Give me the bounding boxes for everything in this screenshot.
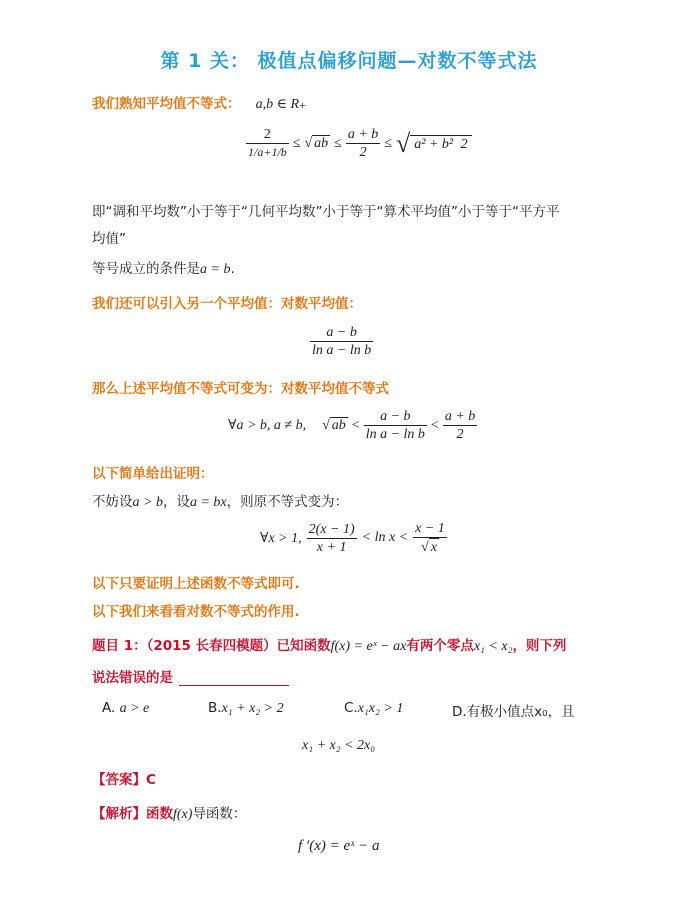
log-mean-formula: $\frac{a - b}{\text{ln a − ln b}}$	[312, 325, 372, 358]
paragraph-line-2: 均值”	[92, 231, 126, 247]
proof-setup: 不妨设a > b，设a = bx，则原不等式变为：	[92, 494, 349, 510]
option-d-continuation: x₁ + x₂ < 2x₀	[302, 738, 376, 753]
equality-condition: 等号成立的条件是a = b.	[92, 261, 235, 277]
intro-label: 我们熟知平均值不等式：	[92, 96, 241, 112]
intro-line	[92, 92, 306, 113]
quadratic-mean: √ a² + b² 2	[396, 129, 472, 159]
mean-inequality-formula: $\frac{2}{1/a+1/b}$ ≤ √ ab ≤ $\frac{a + b}{2}$ ≤ √ a² + b² 2	[246, 126, 472, 161]
proof-label: 以下简单给出证明：	[92, 466, 214, 482]
log-mean-inequality: ∀a > b, a ≠ b, √ ab < $\frac{a - b}{\text{ln a − ln b}}$ < $\frac{a + b}{2}$	[228, 409, 476, 442]
harmonic-mean: $\frac{2}{1/a+1/b}$	[248, 127, 287, 159]
option-c[interactable]: C.x₁x₂ > 1	[344, 700, 404, 716]
proof-inequality: ∀x > 1, $\frac{2(x - 1)}{x + 1}$ < ln x < $\frac{x - 1}{√ x}$	[260, 521, 445, 555]
option-a[interactable]: A. a > e	[102, 700, 150, 716]
option-b[interactable]: B.x₁ + x₂ > 2	[208, 700, 284, 716]
answer-blank[interactable]	[179, 671, 289, 686]
answer-label: 【答案】C	[92, 772, 156, 788]
page-title: 第 1 关： 极值点偏移问题—对数不等式法	[160, 50, 538, 72]
log-inequality-label: 那么上述平均值不等式可变为：对数平均值不等式	[92, 381, 389, 397]
log-mean-label: 我们还可以引入另一个平均值：对数平均值：	[92, 296, 362, 312]
intro-condition: a,b ∈ R₊	[255, 97, 307, 112]
paragraph-line-1: 即“调和平均数”小于等于“几何平均数”小于等于“算术平均值”小于等于“平方平	[92, 204, 560, 220]
conclusion-1: 以下只要证明上述函数不等式即可.	[92, 576, 300, 592]
problem-statement: 题目 1：（2015 长春四模题）已知函数f(x) = eˣ − ax有两个零点x₁ < x₂，则下列	[92, 638, 567, 654]
option-d[interactable]: D.有极小值点x₀，且	[452, 704, 575, 720]
derivative-formula: f ′(x) = eˣ − a	[298, 838, 380, 854]
problem-line-2: 说法错误的是	[92, 666, 289, 686]
analysis-line: 【解析】函数f(x)导函数：	[92, 806, 247, 822]
conclusion-2: 以下我们来看看对数不等式的作用.	[92, 604, 300, 620]
geometric-mean: √ ab	[304, 136, 329, 151]
arithmetic-mean: $\frac{a + b}{2}$	[347, 127, 379, 160]
